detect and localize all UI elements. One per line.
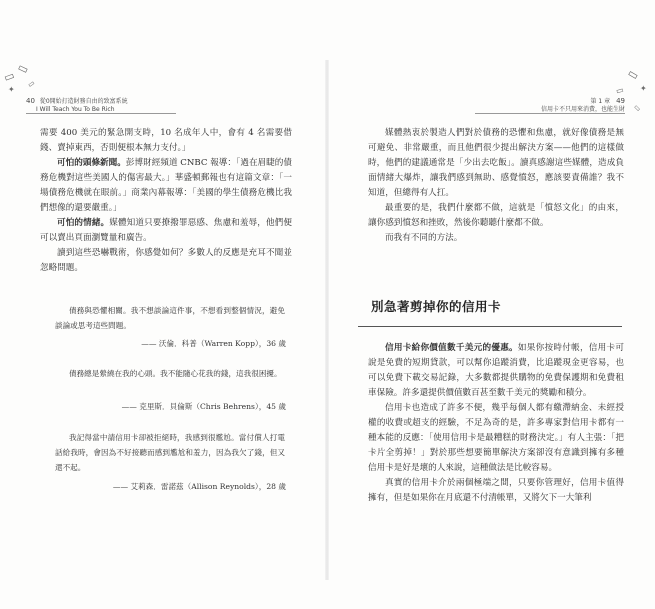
money-bill-icon: ▭ xyxy=(625,66,641,83)
coin-icon: ✦ xyxy=(640,84,647,93)
coin-icon: ✦ xyxy=(8,85,15,94)
section-title: 別急著剪掉你的信用卡 xyxy=(371,299,502,314)
paragraph: 最重要的是，我們什麼都不做，這就是「憤怒文化」的由來，讓你感到憤怒和挫敗，然後你聽聽什麼都不做。 xyxy=(368,203,624,228)
quote-attribution: —— 艾莉森．雷諾茲（Allison Reynolds），28 歲 xyxy=(112,482,286,491)
left-page xyxy=(0,0,327,609)
left-page-header xyxy=(26,98,176,113)
paragraph: 信用卡給你價值數千美元的優惠。如果你按時付帳，信用卡可說是免費的短期貸款，可以幫你追蹤消費，比追蹤現金更容易，也可以免費下載交易記錄，大多數都提供購物的免費保護期和免費租車保險。許多還提供價值數百甚至數千美元的獎勵和積分。 xyxy=(368,343,624,398)
paragraph: 需要 400 美元的緊急開支時，10 名成年人中，會有 4 名需要借錢、賣掉東西，否則便根本無力支付。」 xyxy=(40,128,292,153)
money-bill-icon: ▭ xyxy=(2,68,17,85)
right-body-text-top xyxy=(368,126,624,246)
left-page-number: 40 xyxy=(26,97,35,105)
paragraph: 信用卡也造成了許多不便，幾乎每個人都有繳滯納金、未經授權的收費或超支的經驗，不足為奇的是，許多專家對信用卡都有一種本能的反應：「使用信用卡是最糟糕的財務決定。」有人主張：「把卡片全剪掉！」對於那些想要簡單解決方案卻沒有意識到擁有多種信用卡是好是壞的人來說，這種做法是比較容易。 xyxy=(368,403,624,473)
money-bill-icon: ▭ xyxy=(614,85,625,96)
left-body-text xyxy=(40,126,292,276)
right-chapter-title: 信用卡不只用來消費，也能生財 xyxy=(540,105,625,113)
money-bill-icon: ▭ xyxy=(26,78,37,90)
paragraph: 真實的信用卡介於兩個極端之間，只要你管理好，信用卡值得擁有，但是如果你在月底還不付清帳單，又將欠下一大筆利 xyxy=(368,478,624,503)
header-rule xyxy=(475,113,625,114)
left-book-title: 從0開始打造財務自由的致富系統 xyxy=(39,98,128,105)
paragraph: 而我有不同的方法。 xyxy=(385,233,463,243)
paragraph: 媒體熱衷於製造人們對於債務的恐懼和焦慮，就好像債務是無可避免、非常嚴重，而且他們很少提出解決方案——他們的這樣做時，他們的建議通常是「少出去吃飯」。讀真感謝這些媒體，造成負面情緒大爆炸，讓我們感到無助、感覺憤怒，應該要責備誰？我不知道，但總得有人扛。 xyxy=(368,128,624,198)
quote-attribution: —— 克里斯．貝倫斯（Chris Behrens），45 歲 xyxy=(121,402,286,411)
paragraph: 可怕的情緒。媒體知道只要撩撥罪惡感、焦慮和羞辱，他們便可以賣出頁面瀏覽量和廣告。 xyxy=(40,218,292,243)
money-bill-icon: ▭ xyxy=(15,60,31,77)
right-page-header xyxy=(475,98,625,113)
paragraph: 可怕的頭條新聞。彭博財經頻道 CNBC 報導：「過在眉睫的債務危機對這些美國人的傷害最大。」華盛頓郵報也有這篇文章：「一場債務危機就在眼前。」商業內幕報導：「美國的學生債務危機比我們想像的還要嚴重。」 xyxy=(40,158,292,213)
quote-attribution: —— 沃倫．科普（Warren Kopp），36 歲 xyxy=(141,339,286,348)
money-bill-icon: ▭ xyxy=(632,102,643,114)
left-book-title-en: I Will Teach You To Be Rich xyxy=(36,105,115,113)
right-chapter-label: 第 1 章 xyxy=(590,98,611,105)
right-body-text-bottom xyxy=(368,341,624,506)
quote: 債務與恐懼相關。我不想談論這件事，不想看到整個情況，避免談論或思考這些問題。 xyxy=(55,306,285,330)
quote: 債務總是縈繞在我的心頭。我不能隨心花我的錢，這我很困擾。 xyxy=(69,369,282,378)
right-page-number: 49 xyxy=(616,97,625,105)
header-rule xyxy=(26,113,176,114)
paragraph: 讀到這些恐嚇戰術，你感覺如何？多數人的反應是充耳不聞並忽略問題。 xyxy=(40,248,292,273)
section-title-rule xyxy=(358,326,622,327)
quote: 我記得當中請信用卡卻被拒絕時，我感到很尷尬。當付償人打電話給我時，會因為不好接聽而感到尷尬和羞力，因為我欠了錢，但又還不起。 xyxy=(55,433,285,472)
